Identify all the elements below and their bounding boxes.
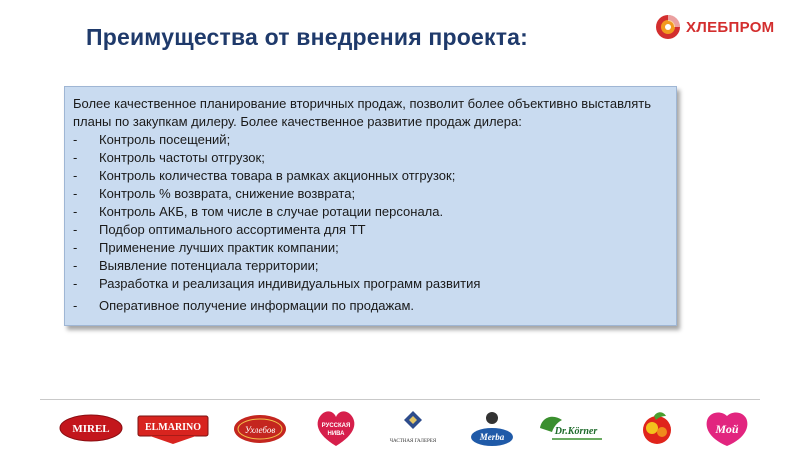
list-item-text: Выявление потенциала территории; [99, 258, 319, 273]
list-dash: - [73, 276, 78, 291]
list-dash: - [73, 150, 78, 165]
list-dash: - [73, 222, 78, 237]
dr-korner-logo [532, 408, 610, 448]
list-item [73, 167, 666, 185]
list-dash: - [73, 258, 78, 273]
svg-text:Ухлебов: Ухлебов [244, 425, 276, 435]
svg-text:РУССКАЯ: РУССКАЯ [321, 423, 351, 429]
list-dash: - [73, 168, 78, 183]
elmarino-logo [136, 408, 210, 448]
mirel-logo [58, 408, 124, 448]
chastnaya-galereya-logo [384, 408, 442, 448]
russkaya-niva-logo [312, 408, 360, 448]
benefits-intro: Более качественное планирование вторичных продаж, позволит более объективно выставлять планы по закупкам дилеру. Более качественное развитие продаж дилера: [73, 96, 652, 129]
list-dash: - [73, 298, 78, 313]
svg-text:ELMARINO: ELMARINO [144, 422, 202, 433]
uhlebov-logo [230, 408, 290, 448]
merba-logo [468, 408, 516, 448]
list-item [73, 297, 666, 315]
list-item [73, 149, 666, 167]
list-item [73, 131, 666, 149]
list-item-text: Контроль количества товара в рамках акционных отгрузок; [99, 168, 456, 183]
svg-text:ЧАСТНАЯ ГАЛЕРЕЯ: ЧАСТНАЯ ГАЛЕРЕЯ [389, 439, 437, 444]
list-item-text: Контроль посещений; [99, 132, 231, 147]
svg-text:MIREL: MIREL [72, 423, 110, 435]
list-dash: - [73, 240, 78, 255]
list-dash: - [73, 186, 78, 201]
brands-divider [40, 399, 760, 400]
benefits-panel [64, 86, 677, 326]
brand-logos-strip [40, 404, 760, 450]
benefits-list [73, 131, 666, 315]
list-item-text: Разработка и реализация индивидуальных программ развития [99, 276, 481, 291]
list-item [73, 275, 666, 293]
list-item-text: Применение лучших практик компании; [99, 240, 339, 255]
list-dash: - [73, 204, 78, 219]
slide-title: Преимущества от внедрения проекта: [86, 24, 529, 50]
list-dash: - [73, 132, 78, 147]
svg-text:Dr.Körner: Dr.Körner [554, 426, 598, 437]
moi-logo [702, 408, 752, 448]
logo-text: ХЛЕБПРОМ [686, 18, 775, 36]
list-item-text: Оперативное получение информации по продажам. [99, 298, 415, 313]
svg-text:Мой: Мой [715, 422, 739, 436]
list-item-text: Контроль частоты отгрузок; [99, 150, 265, 165]
list-item [73, 239, 666, 257]
company-logo [654, 12, 794, 42]
svg-text:НИВА: НИВА [327, 431, 345, 437]
list-item [73, 257, 666, 275]
fruit-brand-logo [634, 408, 680, 448]
sun-swirl-icon [654, 13, 682, 41]
list-item [73, 203, 666, 221]
list-item [73, 221, 666, 239]
list-item-text: Контроль % возврата, снижение возврата; [99, 186, 356, 201]
list-item [73, 185, 666, 203]
list-item-text: Контроль АКБ, в том числе в случае ротации персонала. [99, 204, 444, 219]
list-item-text: Подбор оптимального ассортимента для ТТ [99, 222, 366, 237]
svg-text:Merba: Merba [479, 432, 505, 442]
